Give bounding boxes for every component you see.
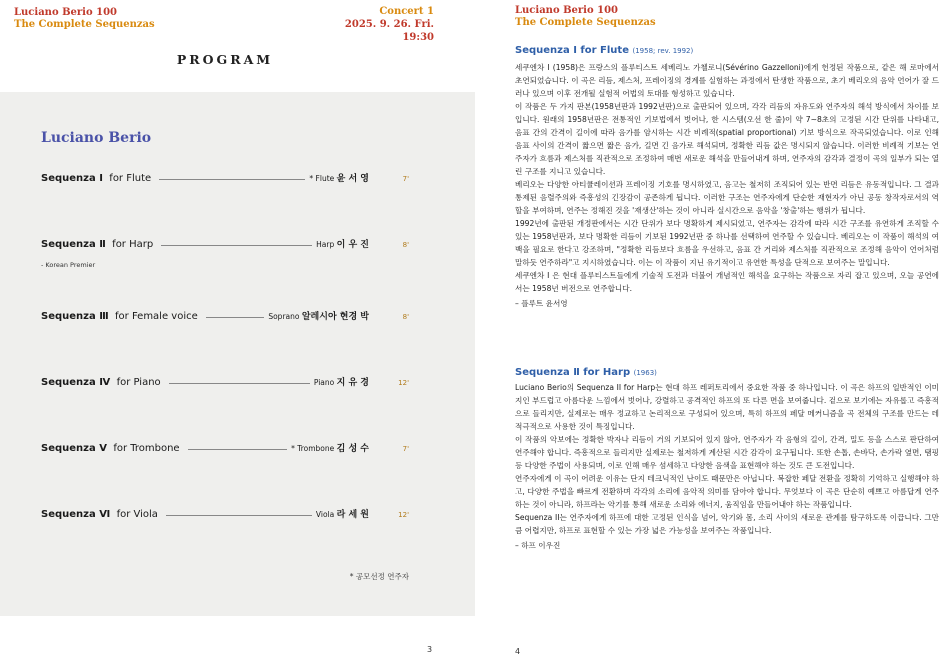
performer-name: 알레시아 현경 박 [301, 312, 369, 322]
section1-body [515, 61, 939, 310]
performer [291, 442, 369, 456]
work-row [41, 172, 409, 186]
paragraph: Sequenza II는 연주자에게 하프에 대한 고정된 인식을 넘어, 악기와 몸, 소리 사이의 새로운 관계를 탐구하도록 이끕니다. 그만큼 어렵지만, 하프로 표현할 수 있는 가장 넓은 가능성을 보여주는 작품입니다. [515, 513, 939, 535]
concert-date: 2025. 9. 26. Fri. 19:30 [344, 19, 434, 43]
leader-line [166, 515, 312, 516]
performer-instrument: Harp [316, 240, 335, 249]
work-title [41, 172, 151, 186]
performer-name: 라 세 원 [336, 510, 369, 520]
paragraph: 베리오는 다양한 아티큘레이션과 프레이징 기호를 명시하였고, 음고는 철저히 조직되어 있는 반면 리듬은 유동적입니다. 그 결과 통제된 음렬주의와 즉흥성의 긴장감이 공존하게 됩니다. 이러한 구조는 연주자에게 단순한 재현자가 아닌 공동 창작자로서의 역할을 부여하며, 연주는 정해진 것을 '재생산'하는 것이 아니라 실시간으로 음악을 '창출'하는 행위가 됩니다. [515, 180, 939, 215]
paragraph: Luciano Berio의 Sequenza II for Harp는 현대 하프 레퍼토리에서 중요한 작품 중 하나입니다. 이 곡은 하프의 일반적인 이미지인 부드럽고 아름다운 느낌에서 벗어나, 강렬하고 공격적인 하프의 또 다른 면을 보여줍니다. 겉으로 보기에는 자유롭고 즉흥적으로 들리지만, 실제로는 매우 정교하고 논리적으로 구성되어 있으며, 특히 하프의 페달 메커니즘을 곡 전체의 구조를 만드는 데 적극적으로 사용한 것이 특징입니다. [515, 383, 939, 431]
performer [316, 238, 369, 252]
performer-name: 윤 서 영 [336, 174, 369, 184]
signature: – 플루트 윤서영 [515, 299, 568, 308]
section2-title: Sequenza Ⅱ for Harp [515, 367, 631, 378]
section1-subtitle: (1958; rev. 1992) [632, 47, 694, 55]
premiere-note: - Korean Premier [41, 261, 96, 269]
series-title [14, 7, 155, 31]
paragraph: 세쿠엔차 I (1958)은 프랑스의 플루티스트 세베리노 가첼로니(Sévérino Gazzelloni)에게 헌정된 작품으로, 같은 해 로마에서 초연되었습니다. 이 곡은 리듬, 제스처, 프레이징의 경계를 실험하는 과정에서 탄생한 작품으로, 초기 베리오의 음악 언어가 잘 드러나 있으며 이후 전개될 실험적 어법의 토대를 형성하고 있습니다. [515, 63, 939, 98]
duration: 12' [398, 511, 409, 519]
concert-label: Concert 1 [379, 6, 434, 17]
leader-line [159, 179, 305, 180]
work-row [41, 376, 409, 390]
performer-name: 지 유 경 [336, 378, 369, 388]
duration: 12' [398, 379, 409, 387]
work-piece: Sequenza Ⅲ [41, 311, 109, 322]
performer-name: 이 우 진 [336, 240, 369, 250]
work-piece: Sequenza Ⅰ [41, 173, 103, 184]
performer-instrument: Piano [313, 378, 335, 387]
performer [316, 508, 369, 522]
series-title-line2: The Complete Sequenzas [515, 17, 656, 28]
section1-title: Sequenza Ⅰ for Flute [515, 45, 629, 56]
work-instrument: for Viola [116, 509, 158, 520]
work-piece: Sequenza Ⅳ [41, 377, 111, 388]
performer [309, 172, 369, 186]
concert-info [330, 5, 434, 44]
performer-name: 김 성 수 [336, 444, 369, 454]
performer [268, 310, 369, 324]
signature: – 하프 이우진 [515, 541, 561, 550]
performer-instrument: Soprano [268, 312, 300, 321]
program-heading: PROGRAM [176, 52, 274, 67]
program-panel [0, 92, 475, 616]
work-piece: Sequenza Ⅱ [41, 239, 106, 250]
footnote: * 공모선정 연주자 [349, 572, 409, 581]
duration: 8' [402, 313, 409, 321]
duration: 7' [402, 175, 409, 183]
work-title [41, 310, 198, 324]
page-number-right: 4 [515, 647, 521, 656]
paragraph: 이 작품의 악보에는 정확한 박자나 리듬이 거의 기보되어 있지 않아, 연주자가 각 음형의 길이, 간격, 밀도 등을 스스로 판단하여 연주해야 합니다. 즉흥적으로 들리지만 실제로는 철저하게 계산된 시간 감각이 요구됩니다. 또한 손톱, 손바닥, 손가락 옆면, 탬핑 등 다양한 주법이 사용되며, 이로 인해 매우 섬세하고 다양한 음색을 표현해야 하는 것도 큰 도전입니다. [515, 435, 939, 470]
paragraph: 연주자에게 이 곡이 어려운 이유는 단지 테크닉적인 난이도 때문만은 아닙니다. 복잡한 페달 전환을 정확히 기억하고 실행해야 하고, 다양한 주법을 빠르게 전환하며 각각의 소리에 음악적 의미를 담아야 합니다. 무엇보다 이 곡은 단순히 예쁘고 아름답게 연주하는 것이 아니라, 하프라는 악기를 통해 새로운 소리와 에너지, 움직임을 만들어내야 하는 작품입니다. [515, 474, 939, 509]
section2-heading [515, 367, 657, 378]
paragraph: 이 작품은 두 가지 판본(1958년판과 1992년판)으로 출판되어 있으며, 각각 리듬의 자유도와 연주자의 해석 방식에서 차이를 보입니다. 원래의 1958년판은 전통적인 기보법에서 벗어나, 한 시스템(오선 한 줄)이 약 7~8초의 고정된 시간 단위를 나타내고, 음표 간의 간격이 길이에 따라 음가를 암시하는 시간 비례적(spatial proportional) 기보 방식으로 작곡되었습니다. 이로 인해 음표 사이의 간격이 짧으면 짧은 음가, 길면 긴 음가로 해석되며, 정확한 리듬 값은 명시되지 않습니다. 이러한 비례적 기보는 연주자가 흐름과 제스처를 직관적으로 조정하여 매번 새로운 해석을 만들어내게 하며, 연주자의 감각과 결정이 곡의 일부가 되는 열린 구조를 지니고 있습니다. [515, 102, 939, 176]
leader-line [188, 449, 287, 450]
leader-line [206, 317, 264, 318]
composer-name: Luciano Berio [41, 130, 152, 146]
series-title-line2: The Complete Sequenzas [14, 19, 155, 30]
duration: 7' [402, 445, 409, 453]
performer-instrument: Viola [315, 510, 335, 519]
series-title-line1: Luciano Berio 100 [14, 7, 117, 18]
performer [314, 376, 369, 390]
work-title [41, 442, 180, 456]
paragraph: 1992년에 출판된 개정판에서는 시간 단위가 보다 명확하게 제시되었고, 연주자는 감각에 따라 시간 구조를 유연하게 조직할 수 있는 1958년판과, 보다 명확한 리듬이 기보된 1992년판 중 하나를 선택하여 연주할 수 있습니다. 베리오는 이 작품이 해석의 여백을 필요로 한다고 강조하며, "정확한 리듬보다 흐름을 우선하고, 음표 간 거리와 제스처를 직관적으로 조정해 음악이 언어처럼 말하듯 연주하라"고 지시하였습니다. 이는 이 작품이 지닌 유기적이고 유연한 특성을 단적으로 보여주는 말입니다. [515, 219, 939, 267]
work-instrument: for Trombone [113, 443, 180, 454]
paragraph: 세쿠엔차 I 은 현대 플루티스트들에게 기술적 도전과 더불어 개념적인 해석을 요구하는 작품으로 자리 잡고 있으며, 오늘 공연에서는 1958년 버전으로 연주합니다. [515, 271, 939, 293]
section2-subtitle: (1963) [633, 369, 657, 377]
work-instrument: for Female voice [115, 311, 198, 322]
notes-page [475, 0, 950, 669]
work-instrument: for Harp [112, 239, 154, 250]
work-title [41, 238, 153, 252]
series-title-right [515, 5, 656, 29]
work-row [41, 508, 409, 522]
performer-instrument: * Trombone [291, 444, 335, 453]
leader-line [161, 245, 312, 246]
duration: 8' [402, 241, 409, 249]
work-row [41, 238, 409, 252]
page-number-left: 3 [427, 645, 433, 654]
section2-body [515, 381, 939, 552]
section1-heading [515, 45, 693, 56]
work-instrument: for Flute [109, 173, 152, 184]
work-title [41, 508, 158, 522]
performer-instrument: * Flute [309, 174, 335, 183]
series-title-line1: Luciano Berio 100 [515, 5, 618, 16]
work-piece: Sequenza Ⅴ [41, 443, 107, 454]
work-piece: Sequenza Ⅵ [41, 509, 111, 520]
work-row [41, 310, 409, 324]
work-row [41, 442, 409, 456]
work-title [41, 376, 161, 390]
leader-line [169, 383, 310, 384]
work-instrument: for Piano [116, 377, 161, 388]
